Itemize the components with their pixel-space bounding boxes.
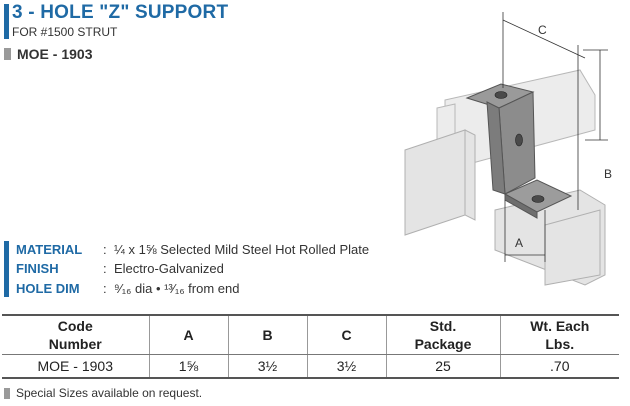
- part-number-marker: [4, 48, 11, 60]
- dimension-label-a: A: [515, 236, 524, 250]
- cell-b: 3½: [228, 355, 307, 379]
- column-header-b: B: [228, 315, 307, 355]
- title-accent-bar: [4, 4, 9, 39]
- cell-a: 1⅝: [149, 355, 228, 379]
- page-title: 3 - HOLE "Z" SUPPORT: [12, 2, 229, 23]
- column-header-weight: Wt. Each Lbs.: [500, 315, 619, 355]
- spec-label-hole-dim: HOLE DIM: [16, 281, 80, 296]
- cell-code: MOE - 1903: [2, 355, 149, 379]
- spec-colon: :: [103, 281, 107, 296]
- spec-table: [2, 314, 619, 379]
- column-header-package: Std. Package: [386, 315, 500, 355]
- column-header-c: C: [307, 315, 386, 355]
- spec-value-material: ¼ x 1⅝ Selected Mild Steel Hot Rolled Plate: [114, 242, 370, 257]
- cell-package: 25: [386, 355, 500, 379]
- spec-value-hole-dim: ⁹⁄₁₆ dia • ¹³⁄₁₆ from end: [114, 281, 240, 296]
- part-number: MOE - 1903: [17, 46, 93, 62]
- footnote-marker: [4, 388, 10, 399]
- page-subtitle: FOR #1500 STRUT: [12, 25, 118, 39]
- dimension-label-c: C: [538, 23, 547, 37]
- footnote: Special Sizes available on request.: [16, 386, 203, 400]
- cell-c: 3½: [307, 355, 386, 379]
- specs-accent-bar: [4, 241, 9, 297]
- spec-value-finish: Electro-Galvanized: [114, 261, 224, 276]
- spec-label-material: MATERIAL: [16, 242, 83, 257]
- spec-colon: :: [103, 261, 107, 276]
- cell-weight: .70: [500, 355, 619, 379]
- dimension-label-b: B: [604, 167, 613, 181]
- column-header-a: A: [149, 315, 228, 355]
- table-header-row: [2, 315, 619, 355]
- table-row: [2, 355, 619, 379]
- spec-colon: :: [103, 242, 107, 257]
- z-support-diagram: [395, 0, 625, 300]
- spec-label-finish: FINISH: [16, 261, 59, 276]
- column-header-code: Code Number: [2, 315, 149, 355]
